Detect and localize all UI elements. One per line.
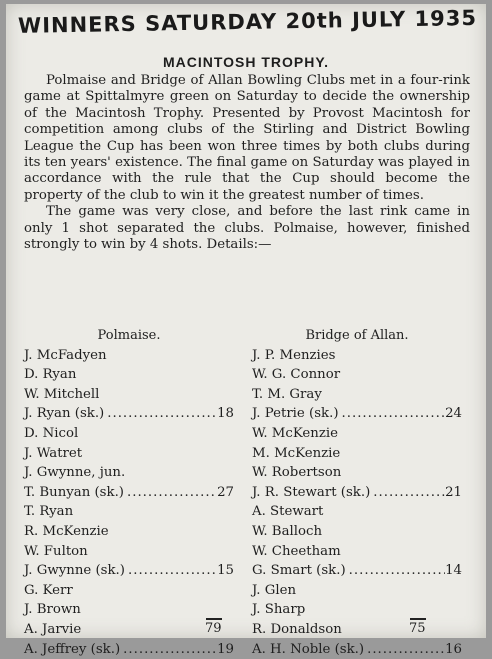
player-name: W. Mitchell <box>24 385 99 405</box>
team-name: Bridge of Allan. <box>252 326 462 346</box>
player-row <box>252 444 462 464</box>
player-name: W. Fulton <box>24 542 88 562</box>
player-row <box>252 463 462 483</box>
player-row <box>252 640 462 659</box>
handwritten-title: WINNERS SATURDAY 20th JULY 1935 <box>18 6 468 38</box>
total-rule <box>206 618 222 620</box>
rink-score: 24 <box>445 404 462 424</box>
player-name: T. Ryan <box>24 502 73 522</box>
player-name: M. McKenzie <box>252 444 340 464</box>
player-row <box>24 463 234 483</box>
player-name: J. Ryan (sk.) <box>24 404 104 424</box>
player-name: W. Robertson <box>252 463 341 483</box>
player-name: A. Jarvie <box>24 620 81 640</box>
dot-leader <box>339 404 446 424</box>
dot-leader <box>370 483 445 503</box>
player-row <box>24 640 234 659</box>
player-row <box>24 522 234 542</box>
player-name: D. Ryan <box>24 365 76 385</box>
player-name: A. Jeffrey (sk.) <box>24 640 120 659</box>
player-row <box>252 561 462 581</box>
dot-leader <box>104 404 217 424</box>
rink-score: 15 <box>217 561 234 581</box>
player-row <box>24 600 234 620</box>
rink-score: 27 <box>217 483 234 503</box>
player-row <box>24 346 234 366</box>
rink-score: 18 <box>217 404 234 424</box>
player-row <box>252 404 462 424</box>
article-body <box>24 73 470 253</box>
team-name: Polmaise. <box>24 326 234 346</box>
player-name: W. McKenzie <box>252 424 338 444</box>
dot-leader <box>124 483 217 503</box>
player-row <box>252 620 462 640</box>
rink-score: 14 <box>445 561 462 581</box>
player-row <box>252 581 462 601</box>
total-rule <box>410 618 426 620</box>
player-name: J. Sharp <box>252 600 305 620</box>
article-paragraph: Polmaise and Bridge of Allan Bowling Clubs met in a four-rink game at Spittalmyre green on Saturday to decide the ownership of the Macintosh Trophy. Presented by Provost Macintosh for competition among clubs of the Stirling and District Bowling League the Cup has been won three times by both clubs during its ten years' existence. The final game on Saturday was played in accordance with the rule that the Cup should become the property of the club to win it the greatest number of times. <box>24 73 470 204</box>
player-row <box>24 502 234 522</box>
player-name: T. M. Gray <box>252 385 322 405</box>
player-row <box>24 424 234 444</box>
player-name: J. Glen <box>252 581 296 601</box>
player-row <box>24 404 234 424</box>
player-name: R. Donaldson <box>252 620 342 640</box>
team-polmaise <box>24 326 234 659</box>
player-row <box>24 542 234 562</box>
player-row <box>252 542 462 562</box>
player-name: J. Watret <box>24 444 82 464</box>
player-row <box>24 444 234 464</box>
team-total: 75 <box>409 621 426 636</box>
player-row <box>252 600 462 620</box>
player-name: W. Cheetham <box>252 542 341 562</box>
player-name: J. Gwynne (sk.) <box>24 561 125 581</box>
player-row <box>24 365 234 385</box>
player-name: G. Kerr <box>24 581 73 601</box>
player-list <box>252 346 462 659</box>
newspaper-clipping <box>6 4 486 638</box>
player-name: G. Smart (sk.) <box>252 561 346 581</box>
player-name: J. Gwynne, jun. <box>24 463 125 483</box>
dot-leader <box>125 561 217 581</box>
rink-score: 21 <box>445 483 462 503</box>
player-name: W. Balloch <box>252 522 322 542</box>
player-row <box>252 483 462 503</box>
player-row <box>252 502 462 522</box>
player-row <box>252 424 462 444</box>
player-row <box>24 483 234 503</box>
player-row <box>252 365 462 385</box>
player-name: J. Brown <box>24 600 81 620</box>
team-total: 79 <box>205 621 222 636</box>
player-row <box>24 620 234 640</box>
player-name: R. McKenzie <box>24 522 109 542</box>
player-row <box>24 581 234 601</box>
player-row <box>24 561 234 581</box>
player-row <box>252 385 462 405</box>
player-name: T. Bunyan (sk.) <box>24 483 124 503</box>
player-row <box>252 346 462 366</box>
article-paragraph: The game was very close, and before the last rink came in only 1 shot separated the clubs. Polmaise, however, finished strongly to win by 4 shots. Details:— <box>24 204 470 253</box>
rink-score: 16 <box>445 640 462 659</box>
dot-leader <box>120 640 217 659</box>
player-name: A. H. Noble (sk.) <box>252 640 364 659</box>
player-name: W. G. Connor <box>252 365 340 385</box>
player-name: J. R. Stewart (sk.) <box>252 483 370 503</box>
player-name: J. Petrie (sk.) <box>252 404 339 424</box>
player-list <box>24 346 234 659</box>
player-name: A. Stewart <box>252 502 323 522</box>
dot-leader <box>346 561 445 581</box>
rink-score: 19 <box>217 640 234 659</box>
player-name: D. Nicol <box>24 424 78 444</box>
player-name: J. McFadyen <box>24 346 107 366</box>
headline: MACINTOSH TROPHY. <box>6 54 486 70</box>
player-row <box>24 385 234 405</box>
dot-leader <box>364 640 445 659</box>
team-bridge-of-allan <box>252 326 462 659</box>
player-row <box>252 522 462 542</box>
player-name: J. P. Menzies <box>252 346 335 366</box>
